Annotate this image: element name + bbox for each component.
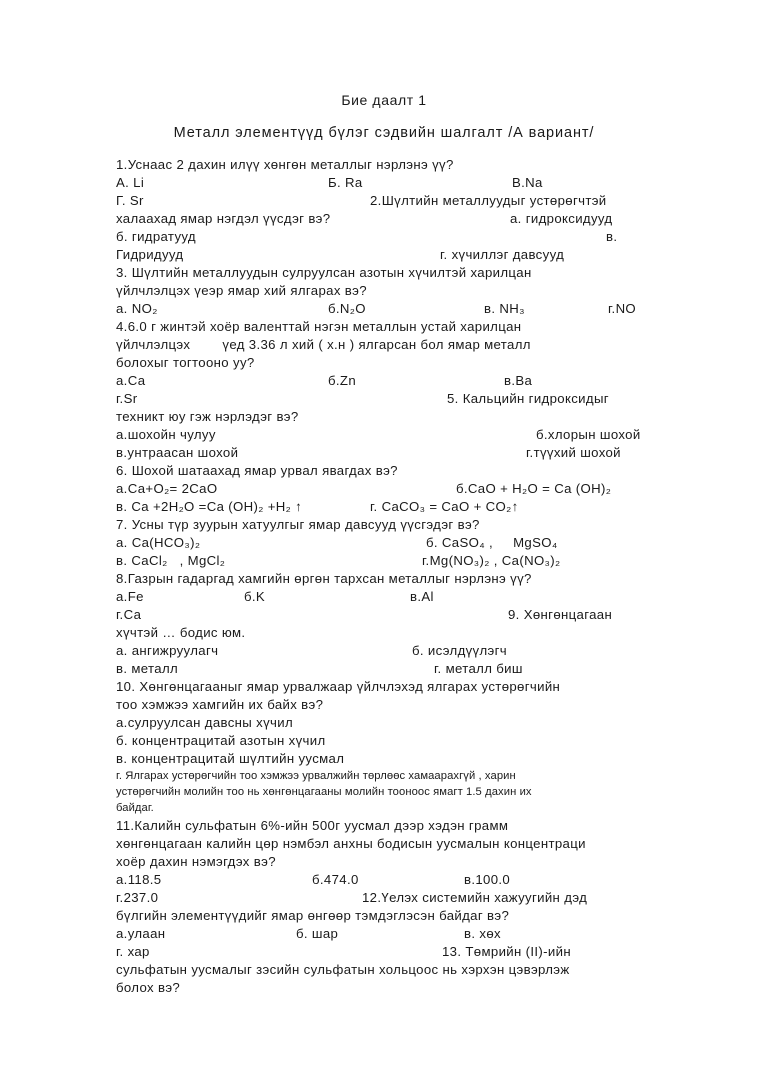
q9-option-c: в. металл <box>116 661 179 676</box>
q12-option-c: в. хөх <box>464 926 501 941</box>
question-6-options-row-1 <box>116 480 768 498</box>
question-8-text: 8.Газрын гадаргад хамгийн өргөн тархсан металлыг нэрлэнэ үү? <box>116 571 532 586</box>
q4-option-c: в.Ва <box>504 373 533 388</box>
q10-option-a-row <box>116 714 768 732</box>
q4-option-d: г.Sr <box>116 391 138 406</box>
q10-option-d-text-3: байдаг. <box>116 802 154 814</box>
question-6-options-row-2 <box>116 498 768 516</box>
q10-option-c: в. концентрацитай шүлтийн уусмал <box>116 751 345 766</box>
question-11-line-2 <box>116 835 768 853</box>
question-4-line-2 <box>116 336 768 354</box>
q11-option-d: г.237.0 <box>116 890 159 905</box>
question-2-text-part2: халаахад ямар нэгдэл үүсдэг вэ? <box>116 211 331 226</box>
q10-option-d-text-1: г. Ялгарах устөрөгчийн тоо хэмжээ урвалжийн төрлөөс хамаарахгүй , харин <box>116 770 516 782</box>
question-2-text-part1: 2.Шүлтийн металлуудыг устөрөгчтэй <box>370 193 607 208</box>
question-12-text-part2: бүлгийн элементүүдийг ямар өнгөөр тэмдэглэсэн байдаг вэ? <box>116 908 510 923</box>
q4-option-b: б.Zn <box>328 373 357 388</box>
q12-option-d: г. хар <box>116 944 150 959</box>
q12-option-a: а.улаан <box>116 926 166 941</box>
question-9-options-row-2 <box>116 660 768 678</box>
question-13-line-3 <box>116 979 768 997</box>
document-title: Бие даалт 1 <box>341 92 427 108</box>
q10-option-b: б. концентрацитай азотын хүчил <box>116 733 326 748</box>
q12-option-b: б. шар <box>296 926 339 941</box>
q5-option-c: в.унтраасан шохой <box>116 445 239 460</box>
question-1-text: 1.Уснаас 2 дахин илүү хөнгөн металлыг нэрлэнэ үү? <box>116 157 454 172</box>
question-1-options-row-2 <box>116 192 768 210</box>
question-11-line-1 <box>116 817 768 835</box>
question-4-text-line2: үйлчлэлцэх үед 3.36 л хий ( х.н ) ялгарсан бол ямар металл <box>116 337 531 352</box>
q11-option-c: в.100.0 <box>464 872 511 887</box>
question-1 <box>116 156 768 174</box>
q8-option-d: г.Са <box>116 607 142 622</box>
question-1-options-row-1 <box>116 174 768 192</box>
question-3-line-1 <box>116 264 768 282</box>
q7-option-d: г.Mg(NO₃)₂ , Ca(NO₃)₂ <box>422 553 561 568</box>
q1-option-b: Б. Ra <box>328 175 363 190</box>
question-7 <box>116 516 768 534</box>
q10-option-b-row <box>116 732 768 750</box>
q9-option-b: б. исэлдүүлэгч <box>412 643 508 658</box>
q9-option-a: а. ангижруулагч <box>116 643 219 658</box>
question-4-line-3 <box>116 354 768 372</box>
question-7-options-row-2 <box>116 552 768 570</box>
question-8-options-row-1 <box>116 588 768 606</box>
q10-option-d-line-3 <box>116 799 768 817</box>
q5-option-d: г.түүхий шохой <box>526 445 621 460</box>
question-9-text-part2: хүчтэй … бодис юм. <box>116 625 246 640</box>
q10-option-d-text-2: устөрөгчийн молийн тоо нь хөнгөнцагааны молийн тооноос ямагт 1.5 дахин их <box>116 786 532 798</box>
question-8-options-row-2 <box>116 606 768 624</box>
question-7-options-row-1 <box>116 534 768 552</box>
question-6 <box>116 462 768 480</box>
q8-option-c: в.Al <box>410 589 434 604</box>
question-3-text-line2: үйлчлэлцэх үеэр ямар хий ялгарах вэ? <box>116 283 367 298</box>
question-12-options-row-2 <box>116 943 768 961</box>
question-11-line-3 <box>116 853 768 871</box>
question-9-line-2 <box>116 624 768 642</box>
question-5-options-row-2 <box>116 444 768 462</box>
question-2-options-row-1 <box>116 228 768 246</box>
question-11-options-row-1 <box>116 871 768 889</box>
q10-option-c-row <box>116 750 768 768</box>
question-12-line-2 <box>116 907 768 925</box>
question-10-line-1 <box>116 678 768 696</box>
q2-option-c-part2: Гидридууд <box>116 247 184 262</box>
q2-option-d: г. хүчиллэг давсууд <box>440 247 565 262</box>
q5-option-a: а.шохойн чулуу <box>116 427 216 442</box>
question-3-line-2 <box>116 282 768 300</box>
q2-option-a: а. гидроксидууд <box>510 211 613 226</box>
question-9-text-part1: 9. Хөнгөнцагаан <box>508 607 613 622</box>
q6-option-d: г. CaCO₃ = CaO + CO₂↑ <box>370 499 519 514</box>
question-2-line-2 <box>116 210 768 228</box>
q3-option-d: г.NO <box>608 301 637 316</box>
q7-option-a: а. Ca(HCO₃)₂ <box>116 535 201 550</box>
question-4-options-row-1 <box>116 372 768 390</box>
question-7-text: 7. Усны түр зуурын хатуулгыг ямар давсууд үүсгэдэг вэ? <box>116 517 480 532</box>
q1-option-c: В.Na <box>512 175 543 190</box>
q9-option-d: г. металл биш <box>434 661 523 676</box>
q10-option-a: а.сулруулсан давсны хүчил <box>116 715 294 730</box>
question-11-text-line2: хөнгөнцагаан калийн цөр нэмбэл анхны бодисын уусмалын концентраци <box>116 836 586 851</box>
question-5-options-row-1 <box>116 426 768 444</box>
q7-option-c: в. CaCl₂ , MgCl₂ <box>116 553 226 568</box>
document-subtitle: Металл элементүүд бүлэг сэдвийн шалгалт /А вариант/ <box>173 125 595 141</box>
question-12-options-row-1 <box>116 925 768 943</box>
question-13-text-part3: болох вэ? <box>116 980 181 995</box>
question-5-line-2 <box>116 408 768 426</box>
question-4-options-row-2 <box>116 390 768 408</box>
q6-option-b: б.CaO + H₂O = Ca (OH)₂ <box>456 481 612 496</box>
q7-option-b: б. CaSO₄ , MgSO₄ <box>426 535 558 550</box>
question-3-text-line1: 3. Шүлтийн металлуудын сулруулсан азотын хүчилтэй харилцан <box>116 265 532 280</box>
q1-option-d: Г. Sr <box>116 193 144 208</box>
question-13-text-part2: сульфатын уусмалыг зэсийн сульфатын хольцоос нь хэрхэн цэвэрлэж <box>116 962 570 977</box>
q11-option-b: б.474.0 <box>312 872 359 887</box>
q4-option-a: а.Са <box>116 373 146 388</box>
q2-option-c-part1: в. <box>606 229 618 244</box>
question-5-text-part1: 5. Кальцийн гидроксидыг <box>447 391 609 406</box>
question-9-options-row-1 <box>116 642 768 660</box>
question-11-text-line1: 11.Калийн сульфатын 6%-ийн 500г уусмал дээр хэдэн грамм <box>116 818 509 833</box>
question-2-options-row-2 <box>116 246 768 264</box>
q8-option-a: а.Fe <box>116 589 144 604</box>
q3-option-c: в. NH₃ <box>484 301 525 316</box>
q5-option-b: б.хлорын шохой <box>536 427 641 442</box>
question-10-text-line2: тоо хэмжээ хамгийн их байх вэ? <box>116 697 324 712</box>
question-11-options-row-2 <box>116 889 768 907</box>
question-4-text-line1: 4.6.0 г жинтэй хоёр валенттай нэгэн металлын устай харилцан <box>116 319 522 334</box>
q3-option-b: б.N₂O <box>328 301 366 316</box>
question-3-options <box>116 300 768 318</box>
question-4-text-line3: болохыг тогтооно уу? <box>116 355 255 370</box>
question-10-text-line1: 10. Хөнгөнцагааныг ямар урвалжаар үйлчлэхэд ялгарах устөрөгчийн <box>116 679 561 694</box>
question-13-line-2 <box>116 961 768 979</box>
q6-option-a: а.Са+O₂= 2CaO <box>116 481 218 496</box>
question-12-text-part1: 12.Үелэх системийн хажуугийн дэд <box>362 890 588 905</box>
question-11-text-line3: хоёр дахин нэмэгдэх вэ? <box>116 854 276 869</box>
question-5-text-part2: техникт юу гэж нэрлэдэг вэ? <box>116 409 299 424</box>
question-10-line-2 <box>116 696 768 714</box>
q1-option-a: А. Li <box>116 175 145 190</box>
question-4-line-1 <box>116 318 768 336</box>
q3-option-a: а. NO₂ <box>116 301 158 316</box>
q6-option-c: в. Ca +2H₂O =Ca (OH)₂ +H₂ ↑ <box>116 499 303 514</box>
question-6-text: 6. Шохой шатаахад ямар урвал явагдах вэ? <box>116 463 398 478</box>
q2-option-b: б. гидратууд <box>116 229 196 244</box>
question-8 <box>116 570 768 588</box>
q8-option-b: б.K <box>244 589 266 604</box>
question-13-text-part1: 13. Төмрийн (II)-ийн <box>442 944 571 959</box>
q11-option-a: а.118.5 <box>116 872 162 887</box>
